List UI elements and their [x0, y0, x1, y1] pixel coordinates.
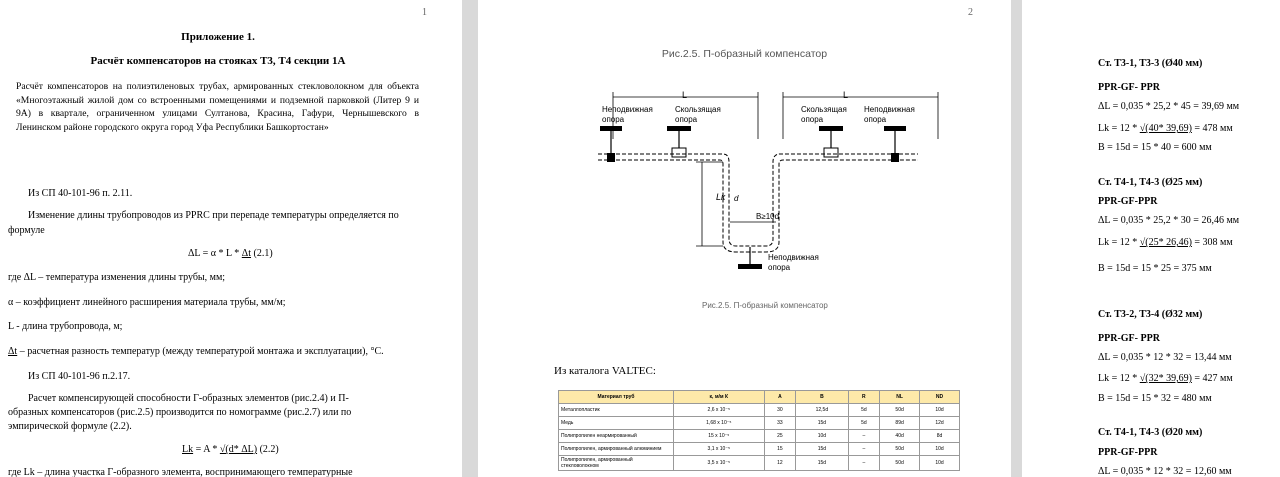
pipe-material: PPR-GF- PPR: [1098, 82, 1160, 93]
calc-text: √(25* 26,46): [1139, 237, 1192, 248]
table-cell: Медь: [559, 417, 674, 430]
calc-text: Lk = 12 *: [1098, 373, 1140, 384]
label-sliding-support-right: Скользящая опора: [801, 105, 847, 124]
table-header-row: [559, 391, 960, 404]
figure-title: Рис.2.5. П-образный компенсатор: [661, 48, 828, 60]
formula-text: (2.2): [257, 444, 279, 455]
formula-2-2: [182, 443, 279, 457]
table-cell: 10d: [920, 456, 960, 471]
table-row: [559, 456, 960, 471]
dimension-B: B≥10d: [756, 212, 780, 221]
definition-line: L - длина трубопровода, м;: [8, 321, 123, 332]
definition-line: α – коэффициент линейного расширения материала трубы, мм/м;: [8, 297, 286, 308]
calc-text: √(32* 39,69): [1139, 373, 1192, 384]
table-row: [559, 404, 960, 417]
calc-text: Lk = 12 *: [1098, 237, 1140, 248]
table-cell: –: [848, 456, 880, 471]
table-cell: 15d: [796, 456, 848, 471]
column-header: R: [848, 391, 880, 404]
table-row: [559, 417, 960, 430]
table-cell: Полипропилен, армированный алюминием: [559, 443, 674, 456]
b-calc: B = 15d = 15 * 32 = 480 мм: [1098, 393, 1212, 404]
page-number: 1: [422, 7, 427, 18]
b-calc: B = 15d = 15 * 40 = 600 мм: [1098, 142, 1212, 153]
column-header: A: [764, 391, 796, 404]
label-fixed-support-right: Неподвижная опора: [864, 105, 915, 124]
calc-text: = 427 мм: [1191, 373, 1233, 384]
calc-text: Lk = 12 *: [1098, 123, 1140, 134]
table-cell: 5d: [848, 417, 880, 430]
appendix-heading: Приложение 1.: [181, 31, 255, 43]
lk-calc: [1098, 236, 1233, 250]
paragraph-line: эмпирической формуле (2.2).: [8, 421, 132, 432]
dimension-L-left: L: [682, 90, 688, 100]
definition-line: [8, 345, 384, 359]
table-cell: 50d: [880, 443, 920, 456]
table-cell: 3,1 х 10⁻⁵: [674, 443, 765, 456]
label-fixed-support-bottom: Неподвижная опора: [768, 253, 819, 272]
table-cell: Полипропилен, армированный стекловолокном: [559, 456, 674, 471]
table-cell: 30: [764, 404, 796, 417]
riser-group-title: Ст. Т4-1, Т4-3 (Ø20 мм): [1098, 427, 1203, 438]
column-header: к, м/м К: [674, 391, 765, 404]
valtec-catalog-table: [558, 390, 960, 471]
table-cell: Полипропилен неармированный: [559, 430, 674, 443]
column-header: ND: [920, 391, 960, 404]
document-page-3: [1022, 0, 1280, 477]
table-cell: 89d: [880, 417, 920, 430]
table-row: [559, 443, 960, 456]
document-page-1: [0, 0, 462, 477]
delta-l-calc: ΔL = 0,035 * 12 * 32 = 13,44 мм: [1098, 352, 1232, 363]
calc-text: √(40* 39,69): [1139, 123, 1192, 134]
table-cell: 10d: [796, 430, 848, 443]
definition-text: – расчетная разность температур (между температурой монтажа и эксплуатации), °С.: [17, 346, 384, 357]
dimension-Lk: Lк: [716, 192, 726, 202]
paragraph-line: формуле: [8, 225, 45, 236]
table-cell: 1,68 х 10⁻⁵: [674, 417, 765, 430]
delta-l-calc: ΔL = 0,035 * 25,2 * 30 = 26,46 мм: [1098, 215, 1240, 226]
document-title: Расчёт компенсаторов на стояках Т3, Т4 секции 1А: [90, 55, 346, 67]
column-header: NL: [880, 391, 920, 404]
calc-text: = 478 мм: [1191, 123, 1233, 134]
pipe-material: PPR-GF- PPR: [1098, 333, 1160, 344]
column-header: Материал труб: [559, 391, 674, 404]
label-fixed-support-left: Неподвижная опора: [602, 105, 653, 124]
document-page-2: [478, 0, 1011, 477]
label-sliding-support-left: Скользящая опора: [675, 105, 721, 124]
catalog-heading: Из каталога VALTEC:: [554, 365, 656, 377]
table-cell: 33: [764, 417, 796, 430]
formula-text: Δt: [241, 248, 252, 259]
paragraph-line: образных компенсаторов (рис.2.5) производится по номограмме (рис.2.7) или по: [8, 407, 352, 418]
table-cell: 12: [764, 456, 796, 471]
table-cell: 15d: [796, 417, 848, 430]
table-cell: 15d: [796, 443, 848, 456]
lk-calc: [1098, 122, 1233, 136]
table-cell: 2,6 х 10⁻⁵: [674, 404, 765, 417]
table-cell: 25: [764, 430, 796, 443]
paragraph-line: Изменение длины трубопроводов из PPRC при перепаде температуры определяется по: [28, 210, 399, 221]
table-cell: 8d: [920, 430, 960, 443]
formula-2-1: [188, 247, 273, 261]
table-cell: Металлопластик: [559, 404, 674, 417]
definition-text: Δt: [8, 346, 18, 357]
table-row: [559, 430, 960, 443]
table-cell: 12,5d: [796, 404, 848, 417]
definition-line: где ΔL – температура изменения длины трубы, мм;: [8, 272, 226, 283]
riser-group-title: Ст. Т4-1, Т4-3 (Ø25 мм): [1098, 177, 1203, 188]
table-cell: 15: [764, 443, 796, 456]
table-cell: 40d: [880, 430, 920, 443]
table-cell: 15 х 10⁻⁵: [674, 430, 765, 443]
table-cell: –: [848, 430, 880, 443]
delta-l-calc: ΔL = 0,035 * 25,2 * 45 = 39,69 мм: [1098, 101, 1240, 112]
figure-caption: Рис.2.5. П-образный компенсатор: [702, 301, 828, 310]
table-cell: 5d: [848, 404, 880, 417]
formula-text: = A *: [193, 444, 220, 455]
calc-text: = 308 мм: [1191, 237, 1233, 248]
b-calc: B = 15d = 15 * 25 = 375 мм: [1098, 263, 1212, 274]
table-cell: 10d: [920, 443, 960, 456]
delta-l-calc: ΔL = 0,035 * 12 * 32 = 12,60 мм: [1098, 466, 1232, 477]
reference-2: Из СП 40-101-96 п.2.17.: [28, 371, 131, 382]
column-header: B: [796, 391, 848, 404]
table-cell: 3,5 х 10⁻⁵: [674, 456, 765, 471]
dimension-L-right: L: [843, 90, 849, 100]
formula-text: Lk: [182, 444, 194, 455]
lk-calc: [1098, 372, 1233, 386]
paragraph-line: Расчет компенсирующей способности Г-образных элементов (рис.2.4) и П-: [28, 393, 349, 404]
table-cell: 50d: [880, 404, 920, 417]
intro-paragraph: Расчёт компенсаторов на полиэтиленовых трубах, армированных стекловолокном для объекта «Многоэтажный жилой дом со встроенными помещениями и подземной парковкой (Литер 9 и 9А) в квартале, ограниченном улицами Султанова, Красина, Гафури, Чернышевского в Ленинском районе городского округа город Уфа Республики Башкортостан»: [16, 81, 419, 133]
dimension-d: d: [734, 194, 739, 203]
table-cell: 50d: [880, 456, 920, 471]
riser-group-title: Ст. Т3-2, Т3-4 (Ø32 мм): [1098, 309, 1203, 320]
page-number: 2: [968, 7, 973, 18]
formula-text: √(d* ΔL): [219, 444, 258, 455]
table-cell: –: [848, 443, 880, 456]
formula-text: ΔL = α * L *: [188, 248, 242, 259]
table-cell: 12d: [920, 417, 960, 430]
reference-1: Из СП 40-101-96 п. 2.11.: [28, 188, 133, 199]
pipe-material: PPR-GF-PPR: [1098, 447, 1158, 458]
definition-line: где Lk – длина участка Г-образного элемента, воспринимающего температурные: [8, 467, 353, 477]
formula-text: (2.1): [251, 248, 273, 259]
riser-group-title: Ст. Т3-1, Т3-3 (Ø40 мм): [1098, 58, 1203, 69]
pipe-material: PPR-GF-PPR: [1098, 196, 1158, 207]
table-cell: 10d: [920, 404, 960, 417]
